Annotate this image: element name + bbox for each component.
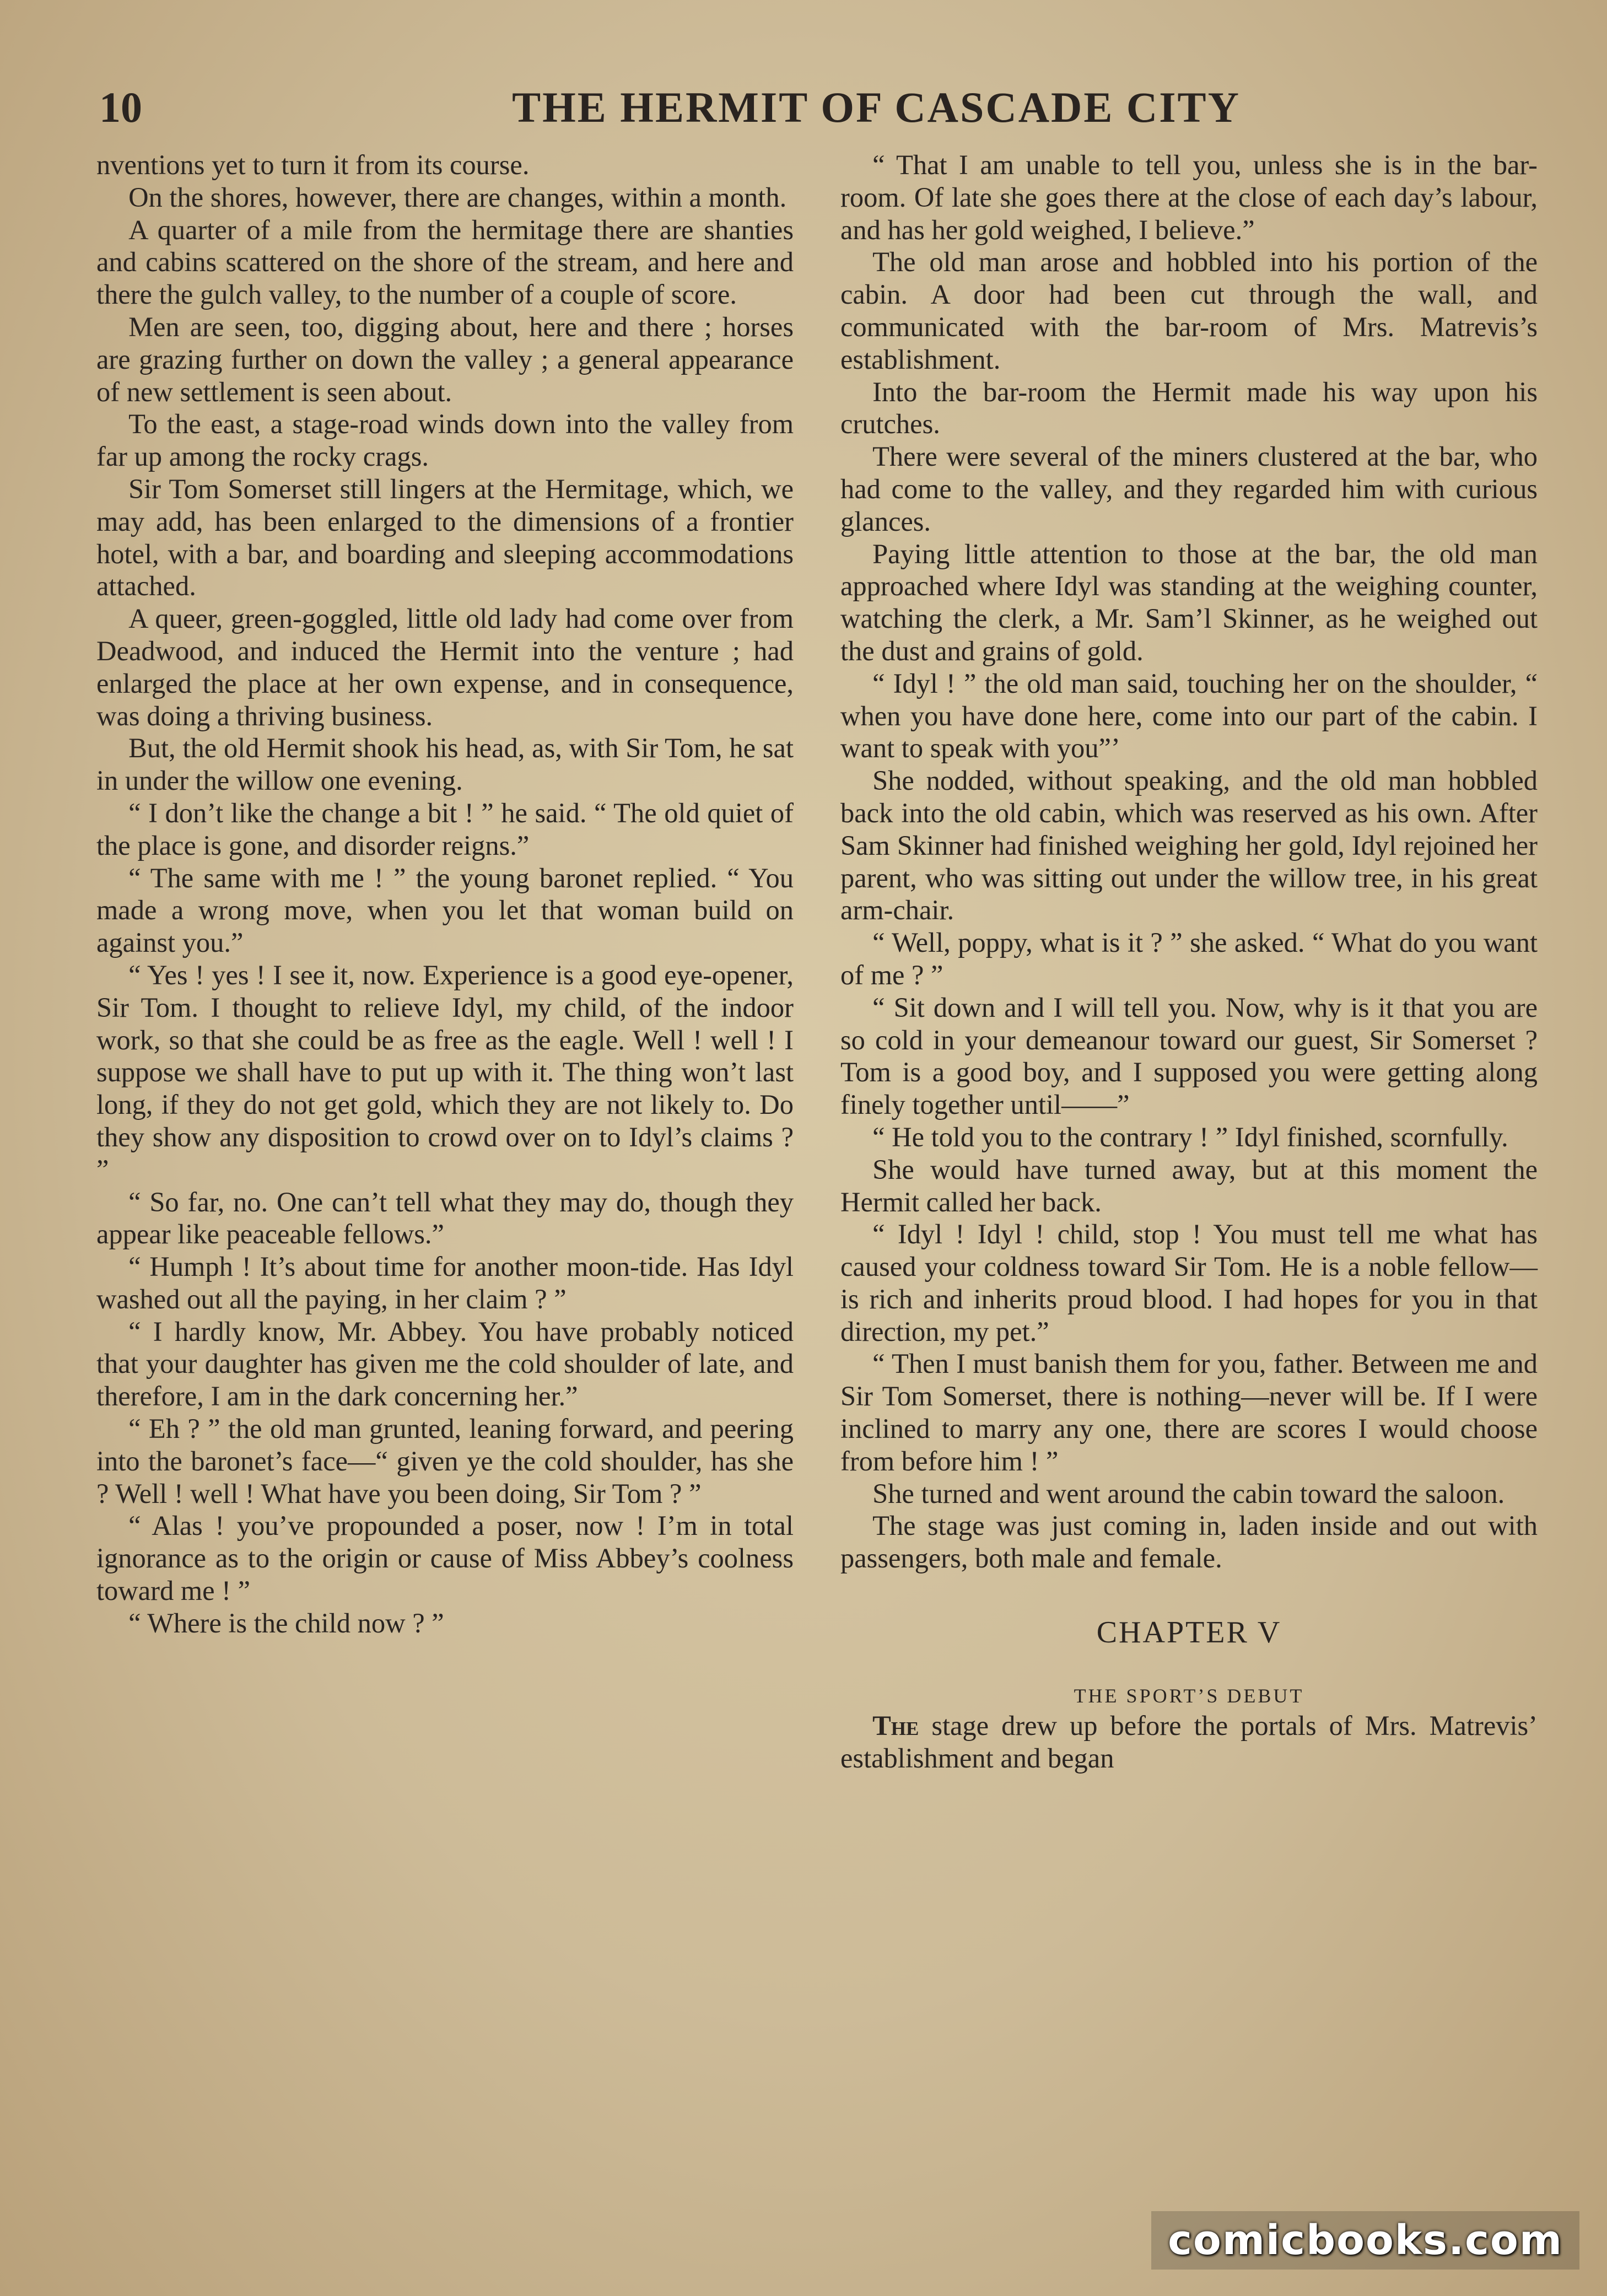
paragraph: Paying little attention to those at the bar, the old man approached where Idyl was standing at the weighing counter, watching the clerk, a Mr. Sam’l Skinner, as he weighed out the dust and grains of gold. (840, 538, 1538, 666)
paragraph: A queer, green-goggled, little old lady had come over from Deadwood, and induced the Hermit into the venture ; had enlarged the place at her own expense, and in consequence, was doing a thriving business. (96, 603, 794, 731)
paragraph: Into the bar-room the Hermit made his way upon his crutches. (840, 376, 1538, 440)
page-header (99, 77, 1510, 138)
paragraph: There were several of the miners clustered at the bar, who had come to the valley, and they regarded him with curious glances. (840, 441, 1538, 537)
paragraph: “ The same with me ! ” the young baronet replied. “ You made a wrong move, when you let that woman build on against you.” (96, 862, 794, 958)
paragraph: “ I hardly know, Mr. Abbey. You have probably noticed that your daughter has given me the cold shoulder of late, and therefore, I am in the dark concerning her.” (96, 1316, 794, 1412)
paragraph: The stage was just coming in, laden inside and out with passengers, both male and female. (840, 1510, 1538, 1574)
paragraph: Men are seen, too, digging about, here and there ; horses are grazing further on down the valley ; a general appearance of new settlement is seen about. (96, 311, 794, 407)
paragraph: “ Idyl ! Idyl ! child, stop ! You must tell me what has caused your coldness toward Sir Tom. He is a noble fellow—is rich and inherits proud blood. I had hopes for you in that direction, my pet.” (840, 1219, 1538, 1347)
chapter-heading: CHAPTER V (1096, 1615, 1282, 1650)
paragraph: But, the old Hermit shook his head, as, with Sir Tom, he sat in under the willow one evening. (96, 732, 794, 796)
paragraph: “ Well, poppy, what is it ? ” she asked. “ What do you want of me ? ” (840, 927, 1538, 990)
left-column (96, 149, 794, 1640)
chapter-opening-text: stage drew up before the portals of Mrs. Matrevis’ establishment and began (840, 1710, 1538, 1774)
paragraph: “ Sit down and I will tell you. Now, why is it that you are so cold in your demeanour toward our guest, Sir Somerset ? Tom is a good boy, and I supposed you were getting along finely together until——” (840, 991, 1538, 1120)
paragraph: A quarter of a mile from the hermitage there are shanties and cabins scattered on the shore of the stream, and here and there the gulch valley, to the number of a couple of score. (96, 214, 794, 310)
chapter-opening-paragraph (840, 1710, 1538, 1775)
paragraph: To the east, a stage-road winds down into the valley from far up among the rocky crags. (96, 408, 794, 472)
paragraph: “ So far, no. One can’t tell what they may do, though they appear like peaceable fellows.” (96, 1186, 794, 1250)
paragraph: “ Humph ! It’s about time for another moon-tide. Has Idyl washed out all the paying, in her claim ? ” (96, 1251, 794, 1314)
paragraph: She turned and went around the cabin toward the saloon. (872, 1478, 1505, 1509)
paragraph: “ That I am unable to tell you, unless she is in the bar-room. Of late she goes there at the close of each day’s labour, and has her gold weighed, I believe.” (840, 149, 1538, 245)
paragraph: “ Then I must banish them for you, father. Between me and Sir Tom Somerset, there is nothing—never will be. If I were inclined to marry any one, there are scores I would choose from before him ! ” (840, 1348, 1538, 1476)
paragraph: She would have turned away, but at this moment the Hermit called her back. (840, 1154, 1538, 1217)
paragraph: nventions yet to turn it from its course. (96, 149, 530, 180)
paragraph: “ He told you to the contrary ! ” Idyl finished, scornfully. (872, 1121, 1508, 1152)
paragraph: She nodded, without speaking, and the old man hobbled back into the old cabin, which was reserved as his own. After Sam Skinner had finished weighing her gold, Idyl rejoined her parent, who was sitting out under the willow tree, in his great arm-chair. (840, 765, 1538, 926)
paragraph: “ Alas ! you’ve propounded a poser, now ! I’m in total ignorance as to the origin or cause of Miss Abbey’s coolness toward me ! ” (96, 1510, 794, 1607)
site-watermark: comicbooks.com (1151, 2211, 1579, 2270)
right-column (840, 149, 1538, 1775)
paragraph: Sir Tom Somerset still lingers at the Hermitage, which, we may add, has been enlarged to the dimensions of a frontier hotel, with a bar, and boarding and sleeping accommodations attached. (96, 473, 794, 602)
paragraph: “ Yes ! yes ! I see it, now. Experience is a good eye-opener, Sir Tom. I thought to relieve Idyl, my child, of the indoor work, so that she could be as free as the eagle. Well ! well ! I suppose we shall have to put up with it. The thing won’t last long, if they do not get gold, which they are not likely to. Do they show any disposition to crowd over on to Idyl’s claims ? ” (96, 959, 794, 1185)
chapter-lead-word: The (872, 1710, 919, 1742)
running-title: THE HERMIT OF CASCADE CITY (512, 83, 1241, 131)
paragraph: “ I don’t like the change a bit ! ” he said. “ The old quiet of the place is gone, and disorder reigns.” (96, 797, 794, 861)
paragraph: On the shores, however, there are changes, within a month. (128, 181, 787, 213)
paragraph: “ Where is the child now ? ” (128, 1607, 444, 1639)
page-number: 10 (99, 83, 142, 131)
paragraph: The old man arose and hobbled into his portion of the cabin. A door had been cut through the wall, and communicated with the bar-room of Mrs. Matrevis’s establishment. (840, 246, 1538, 375)
paragraph: “ Eh ? ” the old man grunted, leaning forward, and peering into the baronet’s face—“ given ye the cold shoulder, has she ? Well ! well ! What have you been doing, Sir Tom ? ” (96, 1413, 794, 1509)
paragraph: “ Idyl ! ” the old man said, touching her on the shoulder, “ when you have done here, come into our part of the cabin. I want to speak with you”’ (840, 667, 1538, 764)
chapter-subtitle: THE SPORT’S DEBUT (1074, 1685, 1304, 1707)
